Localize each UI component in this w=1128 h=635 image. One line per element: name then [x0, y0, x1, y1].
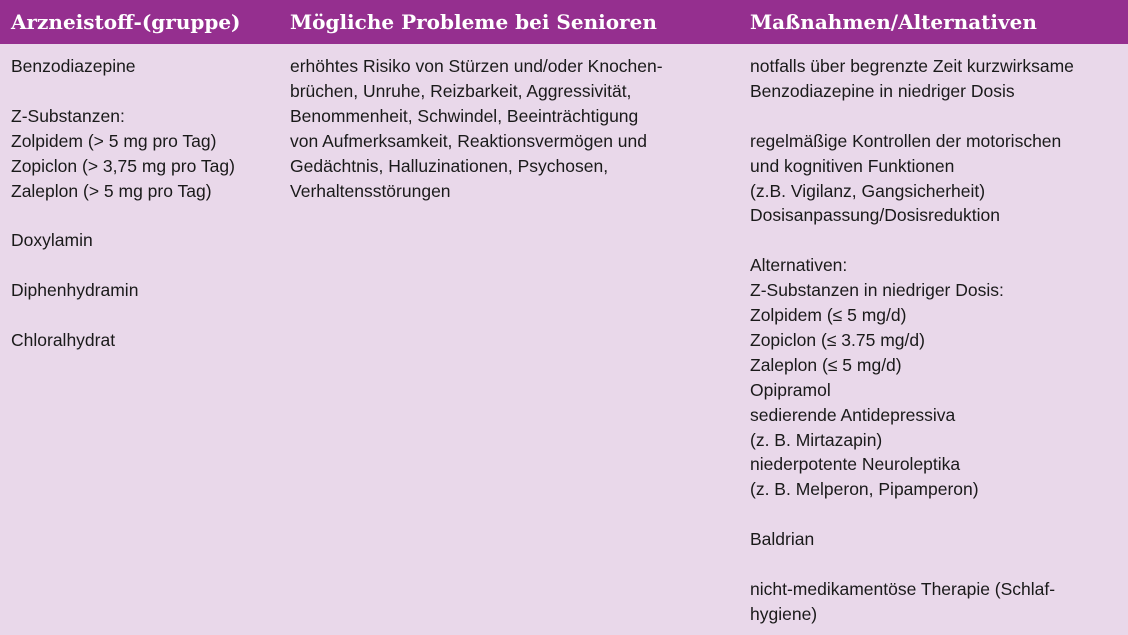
- spacer: [750, 104, 1120, 129]
- drug-zolpidem: Zolpidem (> 5 mg pro Tag): [11, 130, 217, 151]
- alternative-zaleplon: Zaleplon (≤ 5 mg/d): [750, 354, 902, 375]
- spacer: [750, 502, 1120, 527]
- alternative-opipramol: Opipramol: [750, 379, 831, 400]
- column-drug-group: [11, 54, 271, 353]
- spacer: [11, 203, 271, 228]
- alternative-melperon: (z. B. Melperon, Pipamperon): [750, 479, 979, 500]
- column-measures: [750, 54, 1120, 627]
- spacer: [11, 303, 271, 328]
- header-drug-group: Arzneistoff-(gruppe): [11, 10, 241, 34]
- drug-zopiclon: Zopiclon (> 3,75 mg pro Tag): [11, 155, 235, 176]
- problems-line: Verhaltensstörungen: [290, 180, 451, 201]
- measure-notfalls: Benzodiazepine in niedriger Dosis: [750, 80, 1015, 101]
- drug-zaleplon: Zaleplon (> 5 mg pro Tag): [11, 180, 212, 201]
- alternative-zolpidem: Zolpidem (≤ 5 mg/d): [750, 305, 907, 326]
- measure-kontrolle: regelmäßige Kontrollen der motorischen: [750, 130, 1062, 151]
- drug-z-substances-title: Z-Substanzen:: [11, 105, 125, 126]
- alternative-therapie: nicht-medikamentöse Therapie (Schlaf-: [750, 578, 1056, 599]
- alternative-neuroleptika: niederpotente Neuroleptika: [750, 454, 961, 475]
- spacer: [11, 253, 271, 278]
- alternative-antidepressiva: sedierende Antidepressiva: [750, 404, 956, 425]
- table-header: [0, 0, 1128, 44]
- measure-notfalls: notfalls über begrenzte Zeit kurzwirksame: [750, 56, 1074, 76]
- problems-line: erhöhtes Risiko von Stürzen und/oder Knochen-: [290, 56, 663, 76]
- measure-dosis: Dosisanpassung/Dosisreduktion: [750, 205, 1000, 226]
- drug-diphenhydramin: Diphenhydramin: [11, 280, 139, 301]
- alternative-therapie: hygiene): [750, 603, 818, 624]
- column-problems: [290, 54, 730, 203]
- problems-line: Gedächtnis, Halluzinationen, Psychosen,: [290, 155, 609, 176]
- problems-line: Benommenheit, Schwindel, Beeinträchtigung: [290, 105, 639, 126]
- spacer: [750, 228, 1120, 253]
- alternative-zopiclon: Zopiclon (≤ 3.75 mg/d): [750, 329, 925, 350]
- drug-benzodiazepine: Benzodiazepine: [11, 56, 136, 76]
- spacer: [11, 79, 271, 104]
- spacer: [750, 552, 1120, 577]
- header-problems: Mögliche Probleme bei Senioren: [290, 10, 657, 34]
- problems-line: von Aufmerksamkeit, Reaktionsvermögen und: [290, 130, 647, 151]
- alternative-baldrian: Baldrian: [750, 529, 815, 550]
- alternative-z-substances: Z-Substanzen in niedriger Dosis:: [750, 280, 1004, 301]
- problems-line: brüchen, Unruhe, Reizbarkeit, Aggressivität,: [290, 80, 632, 101]
- alternative-mirtazapin: (z. B. Mirtazapin): [750, 429, 883, 450]
- drug-chloralhydrat: Chloralhydrat: [11, 329, 116, 350]
- measure-kontrolle: (z.B. Vigilanz, Gangsicherheit): [750, 180, 986, 201]
- drug-doxylamin: Doxylamin: [11, 230, 93, 251]
- alternatives-title: Alternativen:: [750, 255, 848, 276]
- measure-kontrolle: und kognitiven Funktionen: [750, 155, 955, 176]
- header-measures: Maßnahmen/Alternativen: [750, 10, 1037, 34]
